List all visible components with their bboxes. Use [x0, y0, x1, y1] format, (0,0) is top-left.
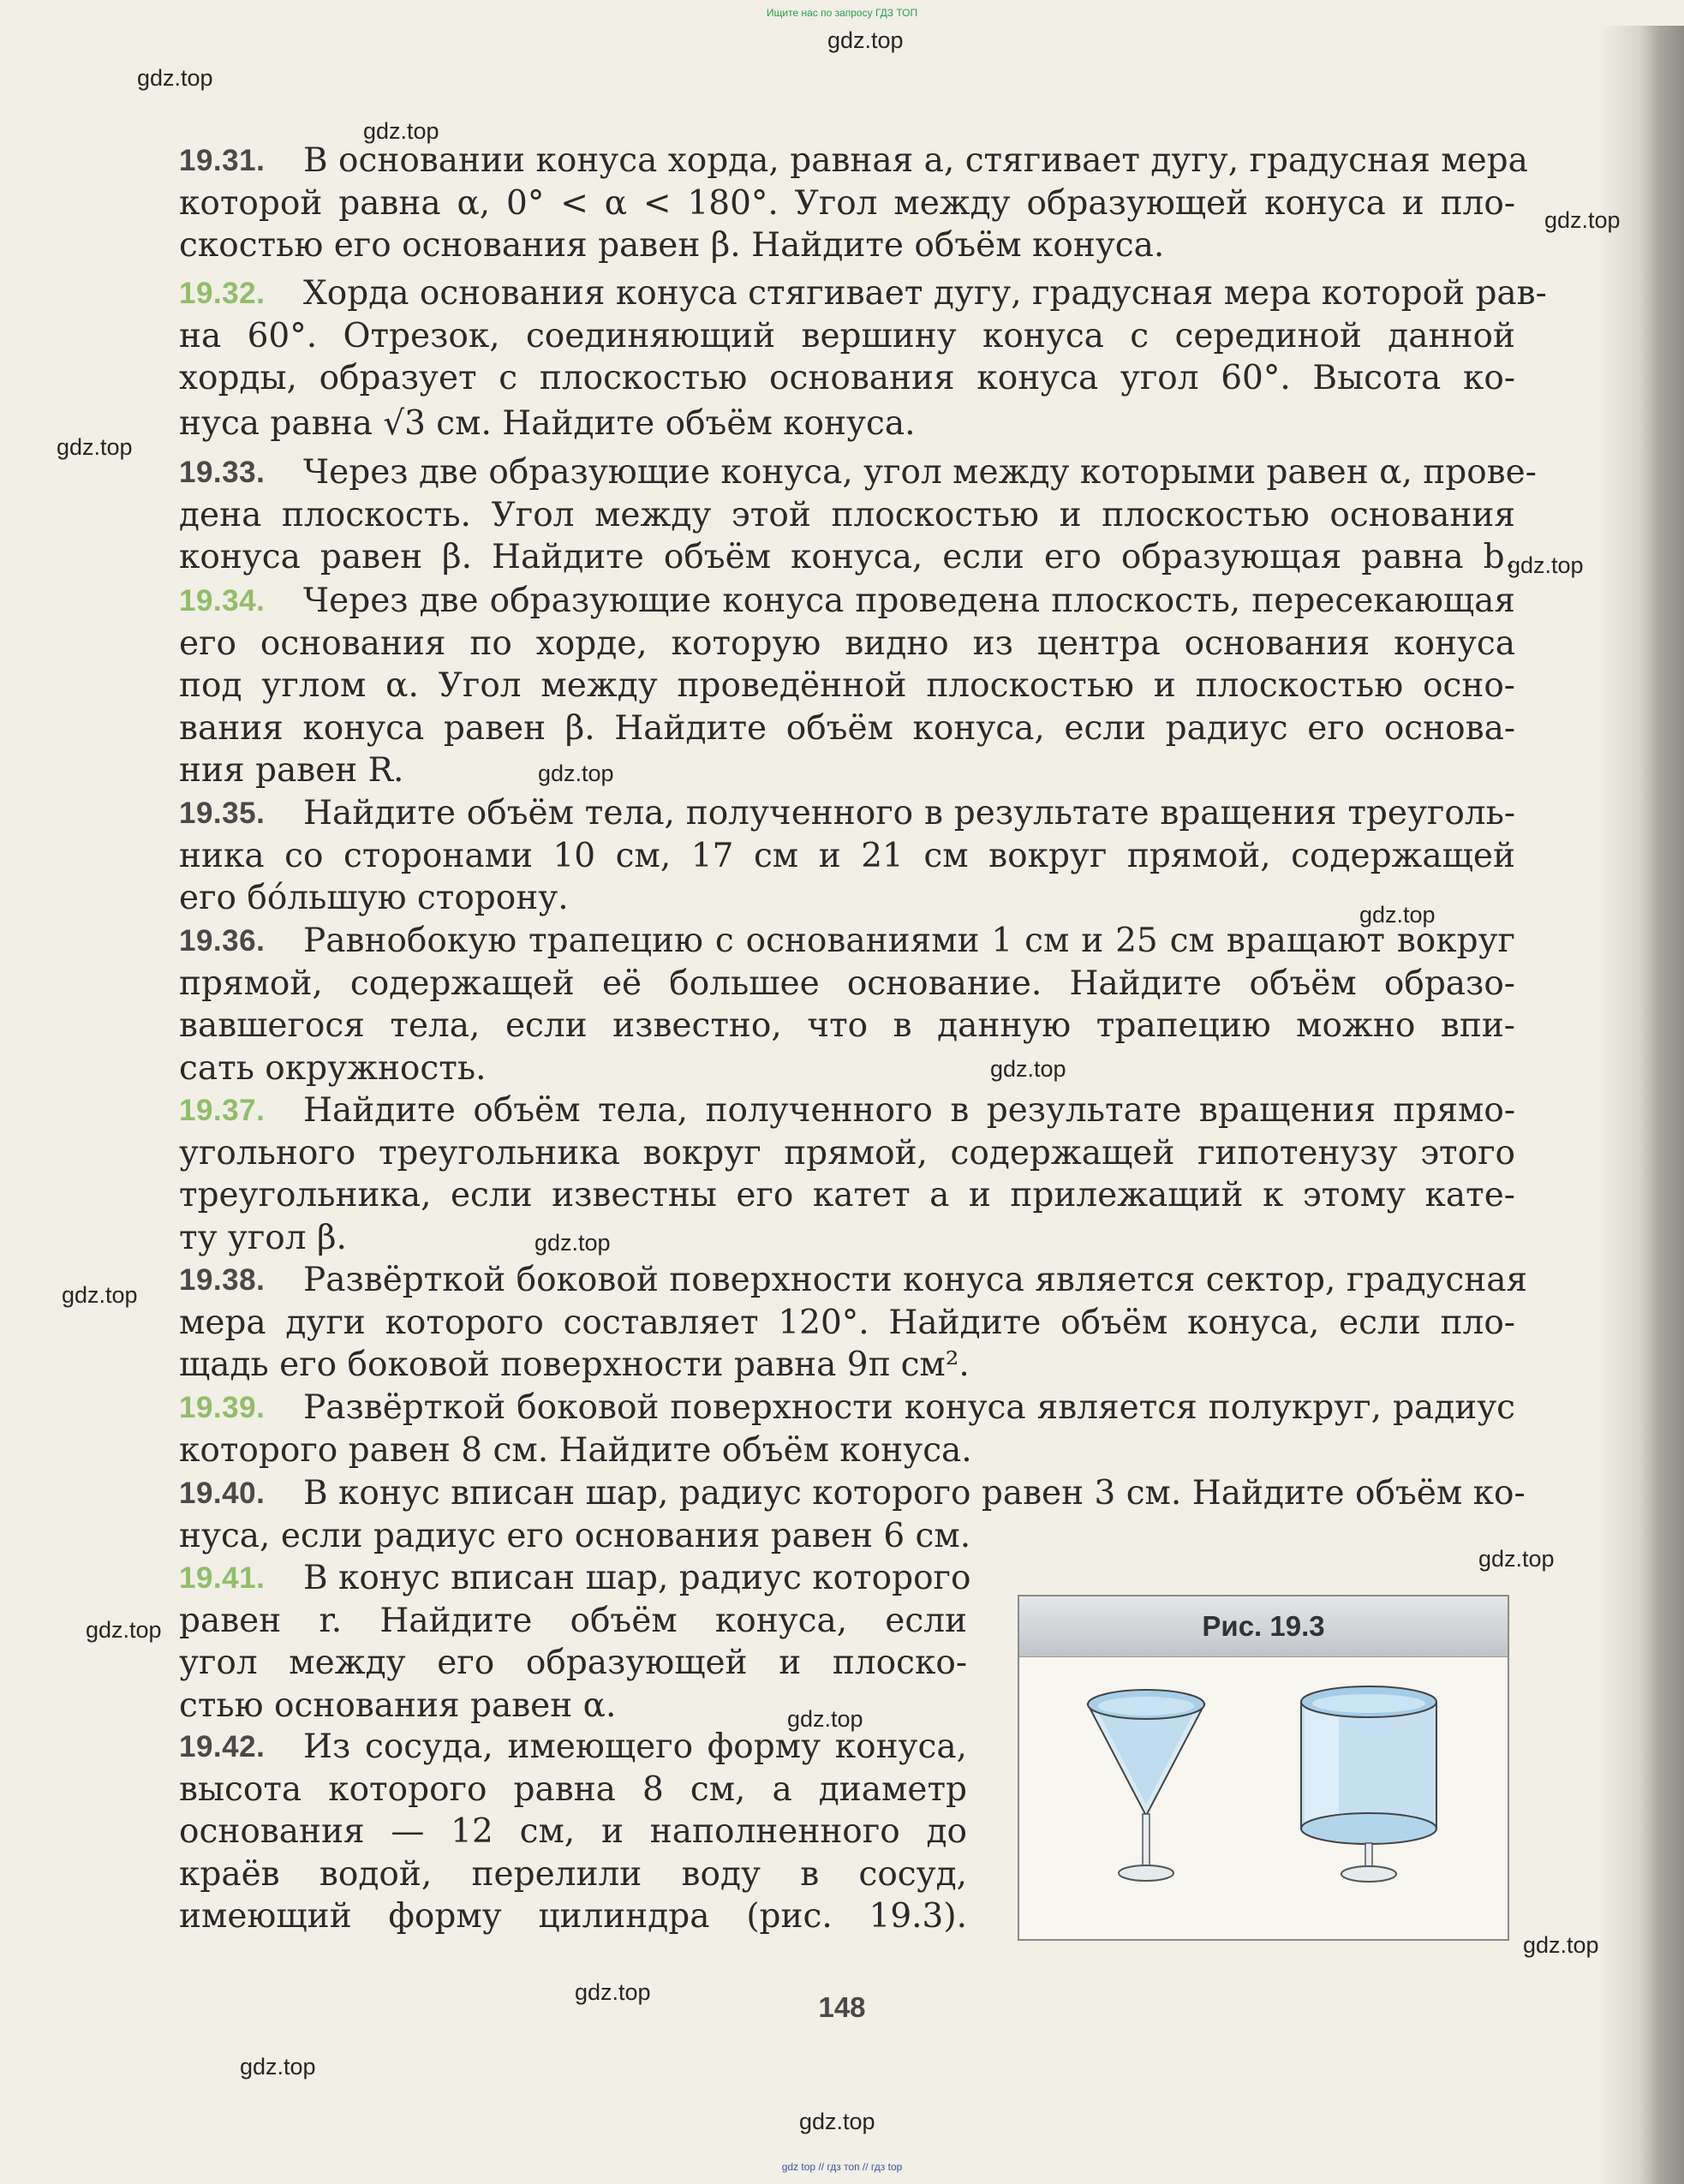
problem-line: которого равен 8 см. Найдите объём конуса. — [179, 1430, 972, 1470]
problem-line: скостью его основания равен β. Найдите объём конуса. — [179, 226, 1165, 265]
problem-line: угольного треугольника вокруг прямой, содержащей гипотенузу этого — [179, 1133, 1515, 1173]
watermark: gdz.top — [86, 1617, 162, 1643]
problem-number: 19.34. — [179, 584, 266, 618]
problem-19-39: 19.39. Развёрткой боковой поверхности конуса является полукруг, радиус которого равен 8 см. Найдите объём конуса. — [179, 1387, 1515, 1471]
problem-number: 19.38. — [179, 1263, 266, 1297]
problem-line: конуса равен β. Найдите объём конуса, если его образующая равна b. — [179, 538, 1515, 576]
problem-line: треугольника, если известны его катет a и прилежащий к этому кате- — [179, 1176, 1515, 1214]
problem-line: нуса, если радиус его основания равен 6 см. — [179, 1516, 971, 1555]
problem-line: вавшегося тела, если известно, что в данную трапецию можно впи- — [179, 1006, 1515, 1045]
watermark: gdz.top — [1508, 552, 1584, 578]
watermark: gdz.top — [990, 1056, 1066, 1082]
watermark: gdz.top — [538, 761, 614, 786]
problem-number: 19.32. — [179, 277, 266, 310]
problem-19-40: 19.40. В конус вписан шар, радиус которого равен 3 см. Найдите объём ко- нуса, если радиус его основания равен 6 см. — [179, 1472, 1515, 1557]
watermark: gdz.top — [1478, 1546, 1555, 1572]
watermark: gdz.top — [575, 1979, 651, 2005]
problem-number: 19.40. — [179, 1477, 266, 1510]
problem-number: 19.31. — [179, 144, 266, 177]
problem-line: дена плоскость. Угол между этой плоскостью и плоскостью основания — [179, 495, 1515, 534]
figure-caption: Рис. 19.3 — [1019, 1596, 1508, 1657]
problem-19-32: 19.32. Хорда основания конуса стягивает дугу, градусная мера которой рав- на 60°. Отрезок, соединяющий вершину конуса с серединой данной хорды, образует с плоскостью основания конуса угол 60°. Высота ко- нуса равна √3 см. Найдите объём конуса. — [179, 272, 1515, 447]
watermark: gdz.top — [57, 434, 133, 460]
problem-number: 19.37. — [179, 1094, 266, 1127]
problem-number: 19.41. — [179, 1561, 266, 1595]
problem-line: ния равен R. — [179, 751, 404, 790]
problem-line: равен r. Найдите объём конуса, если — [179, 1601, 967, 1640]
watermark: gdz.top — [799, 2109, 875, 2134]
problem-line: сать окружность. — [179, 1048, 487, 1088]
watermark: gdz.top — [1544, 207, 1621, 233]
watermark: gdz.top — [137, 65, 213, 91]
top-note: Ищите нас по запросу ГДЗ ТОП — [766, 7, 918, 19]
problem-line: угол между его образующей и плоско- — [179, 1644, 967, 1682]
problem-line: ту угол β. — [179, 1218, 347, 1257]
problem-line: хорды, образует с плоскостью основания конуса угол 60°. Высота ко- — [179, 359, 1515, 397]
problem-line: его основания по хорде, которую видно из центра основания конуса — [179, 624, 1515, 663]
problem-line: мера дуги которого составляет 120°. Найдите объём конуса, если пло- — [179, 1303, 1515, 1342]
problem-line: стью основания равен α. — [179, 1686, 617, 1725]
page-spine-shadow — [1603, 26, 1684, 2184]
page-number: 148 — [818, 1991, 866, 2023]
problem-line: вания конуса равен β. Найдите объём конуса, если радиус его основа- — [179, 708, 1515, 748]
problem-19-33: 19.33. Через две образующие конуса, угол между которыми равен α, прове- дена плоскость. Угол между этой плоскостью и плоскостью основания конуса равен β. Найдите объём конуса, если его образующая равна b. — [179, 451, 1515, 579]
watermark: gdz.top — [1359, 902, 1436, 928]
problem-line: на 60°. Отрезок, соединяющий вершину конуса с серединой данной — [179, 316, 1515, 355]
problem-line: высота которого равна 8 см, а диаметр — [179, 1769, 967, 1809]
problem-19-37: 19.37. Найдите объём тела, полученного в результате вращения прямо- угольного треугольника вокруг прямой, содержащей гипотенузу этого треугольника, если известны его катет a и прилежащий к этому кате- ту угол β. — [179, 1089, 1515, 1259]
problem-line: щадь его боковой поверхности равна 9π см². — [179, 1346, 970, 1384]
watermark: gdz.top — [827, 27, 904, 53]
cone-glass-icon — [1088, 1690, 1204, 1881]
watermark: gdz.top — [534, 1230, 611, 1256]
bottom-note: gdz top // гдз топ // гдз top — [781, 2161, 903, 2173]
watermark: gdz.top — [787, 1706, 863, 1732]
problem-19-35: 19.35. Найдите объём тела, полученного в результате вращения треуголь- ника со сторонами 10 см, 17 см и 21 см вокруг прямой, содержащей его бóльшую сторону. — [179, 792, 1515, 920]
problem-19-41: 19.41. В конус вписан шар, радиус которого равен r. Найдите объём конуса, если угол между его образующей и плоско- стью основания равен α. — [179, 1557, 967, 1727]
watermark: gdz.top — [1523, 1932, 1599, 1958]
figure-illustration — [1019, 1657, 1504, 1936]
problem-line: ника со сторонами 10 см, 17 см и 21 см вокруг прямой, содержащей — [179, 836, 1515, 875]
problem-number: 19.36. — [179, 924, 266, 958]
problem-19-42: 19.42. Из сосуда, имеющего форму конуса, высота которого равна 8 см, а диаметр основания — 12 см, и наполненного до краёв водой, перелили воду в сосуд, имеющий форму цилиндра (рис. 19.3). — [179, 1726, 967, 1938]
watermark: gdz.top — [363, 118, 439, 144]
problem-line: прямой, содержащей её большее основание. Найдите объём образо- — [179, 964, 1515, 1003]
problem-number: 19.33. — [179, 456, 266, 489]
problem-number: 19.39. — [179, 1391, 266, 1424]
problem-line: которой равна α, 0° < α < 180°. Угол между образующей конуса и пло- — [179, 183, 1515, 223]
problem-19-38: 19.38. Развёрткой боковой поверхности конуса является сектор, градусная мера дуги которого составляет 120°. Найдите объём конуса, если пло- щадь его боковой поверхности равна 9π см². — [179, 1259, 1515, 1387]
problem-number: 19.35. — [179, 797, 266, 830]
problem-number: 19.42. — [179, 1730, 266, 1763]
watermark: gdz.top — [62, 1282, 138, 1308]
figure-19-3 — [1018, 1595, 1509, 1941]
cylinder-glass-icon — [1301, 1686, 1436, 1882]
problem-line: нуса равна √3 см. Найдите объём конуса. — [179, 403, 916, 443]
problem-19-36: 19.36. Равнобокую трапецию с основаниями 1 см и 25 см вращают вокруг прямой, содержащей её большее основание. Найдите объём образо- вавшегося тела, если известно, что в данную трапецию можно впи- сать окружность. — [179, 920, 1515, 1089]
problem-line: его бóльшую сторону. — [179, 879, 569, 917]
problem-19-34: 19.34. Через две образующие конуса проведена плоскость, пересекающая его основания по хорде, которую видно из центра основания конуса под углом α. Угол между проведённой плоскостью и плоскостью осно- вания конуса равен β. Найдите объём конуса, если радиус его основа- ния равен R. — [179, 580, 1515, 792]
problem-line: имеющий форму цилиндра (рис. 19.3). — [179, 1897, 967, 1936]
problem-line: основания — 12 см, и наполненного до — [179, 1812, 967, 1851]
problem-line: под углом α. Угол между проведённой плоскостью и плоскостью осно- — [179, 666, 1515, 705]
problem-19-31: 19.31. В основании конуса хорда, равная a, стягивает дугу, градусная мера которой равна α, 0° < α < 180°. Угол между образующей конуса и пло- скостью его основания равен β. Найдите объём конуса. — [179, 140, 1515, 267]
watermark: gdz.top — [240, 2054, 316, 2080]
problem-line: краёв водой, перелили воду в сосуд, — [179, 1854, 967, 1894]
